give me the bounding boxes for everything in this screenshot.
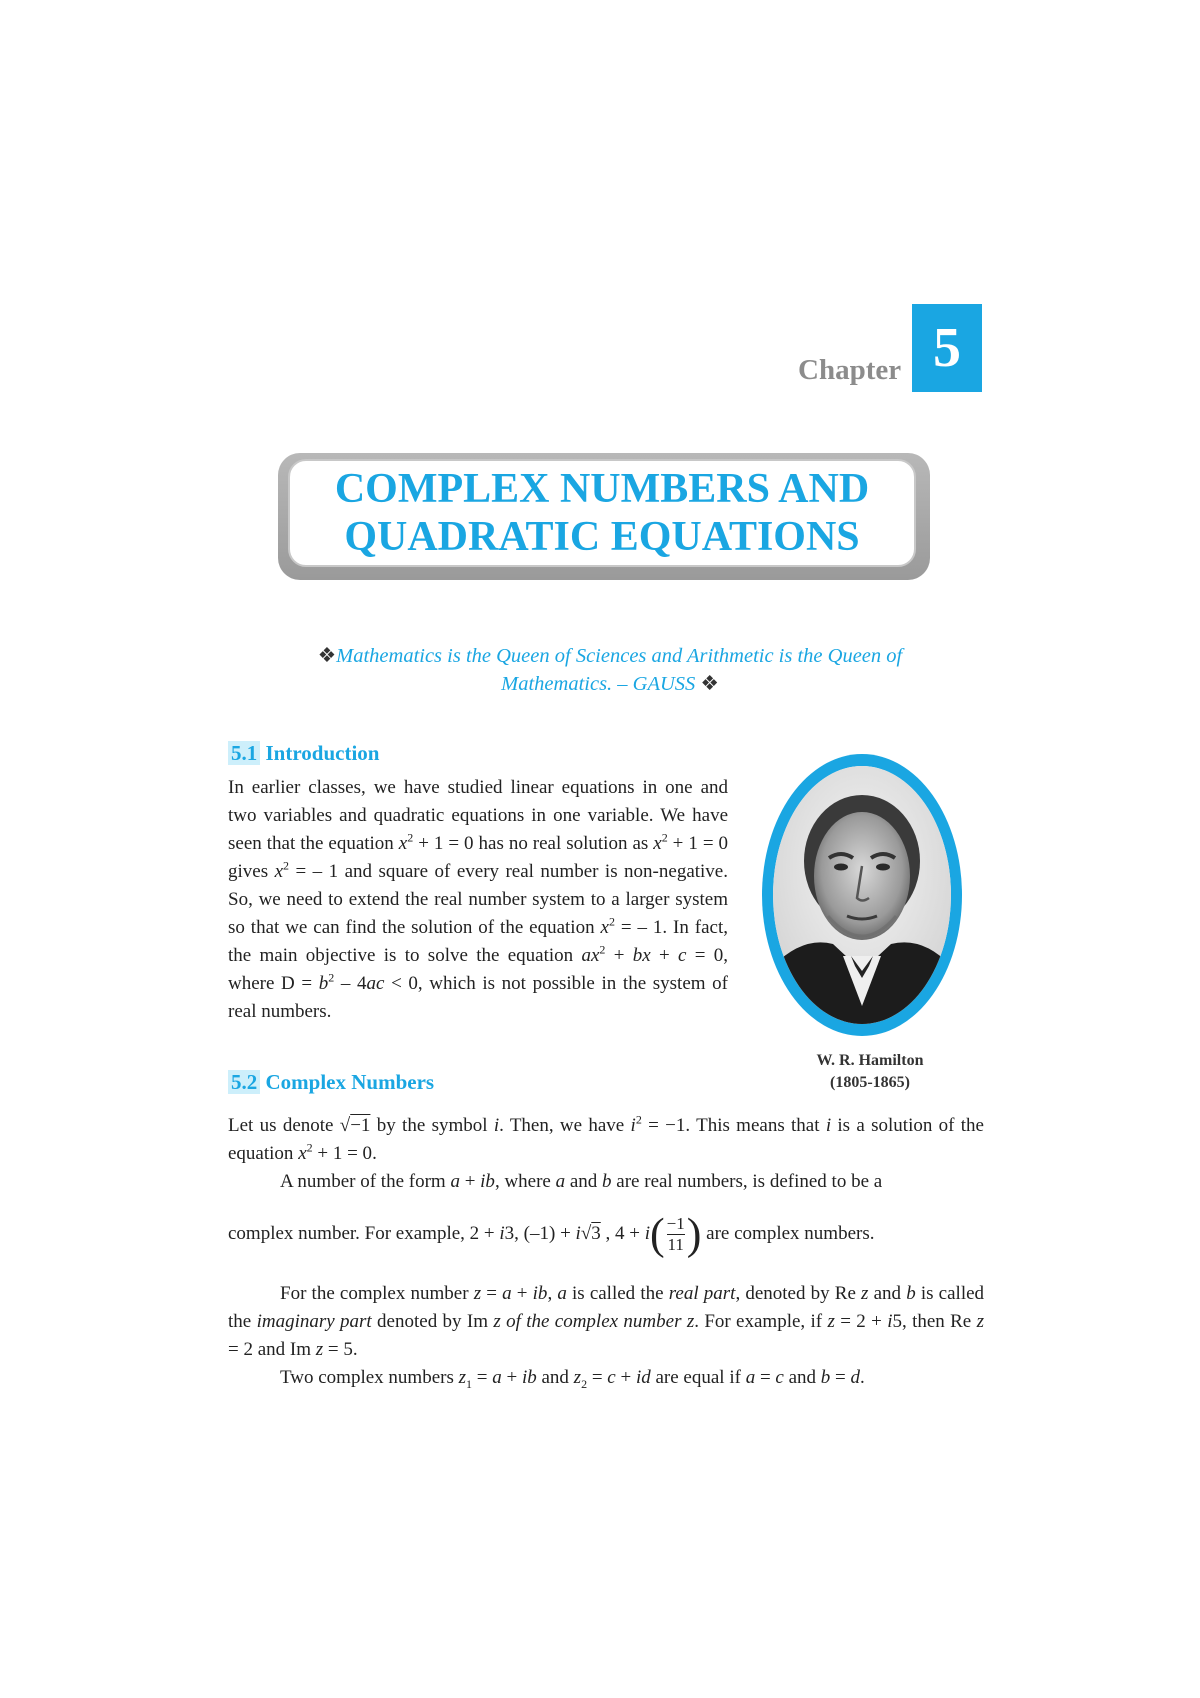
p4-text-8: . For example, if (694, 1311, 828, 1332)
p3-text-1: complex number. For example, 2 + (228, 1223, 500, 1244)
p1-text-2: by the symbol (370, 1115, 494, 1136)
section-number: 5.1 (228, 741, 260, 765)
p3-text-2: 3, (–1) + (504, 1223, 576, 1244)
chapter-title-line-2: QUADRATIC EQUATIONS (344, 514, 860, 560)
portrait-caption (770, 1050, 970, 1094)
p3-text-3: , 4 + (600, 1223, 645, 1244)
portrait-years: (1805-1865) (830, 1074, 910, 1091)
section-heading-introduction (228, 741, 379, 766)
paragraph-examples: complex number. For example, 2 + i3, (–1) + i√3 , 4 + i( $\frac{-1}{11}$ ) are complex numbers. (228, 1209, 875, 1259)
intro-paragraph: In earlier classes, we have studied linear equations in one and two variables and quadratic equations in one variable. We have seen that the equation $x^2 + 1 = 0$ has no real solution as $x^2 + 1 = 0$ gives $x^2$ = – 1 and square of every real number is non-negative. So, we need to extend the real number system to a larger system so that we can find the solution of the equation $x^2$ = – 1. In fact, the main objective is to solve the equation $ax^2$ + bx + c = 0, where $D = b^2 - 4ac < 0$, which is not possible in the system of real numbers. (228, 777, 729, 1022)
p2-text-2: , where (494, 1171, 556, 1192)
epigraph-quote (230, 642, 990, 698)
paragraph-equality: Two complex numbers $z_1 = a$ + ib and $z_2 = c$ + id are equal if a = c and b = d. (280, 1367, 865, 1391)
fraction-numerator: −1 (666, 1214, 685, 1234)
intro-text-2: has no real solution as (473, 833, 654, 854)
fraction-denominator: 11 (667, 1235, 684, 1255)
p1-text-3: . Then, we have (499, 1115, 631, 1136)
intro-text-7: < 0, which is not possible in the system of real numbers. (228, 973, 728, 1022)
p5-text-3: . (860, 1367, 865, 1388)
p4-text-4: and (868, 1283, 907, 1304)
chapter-number: 5 (912, 304, 982, 392)
p4-text-7: of the complex number z (506, 1311, 695, 1332)
section-number: 5.2 (228, 1070, 260, 1094)
p5-text-2: are equal if (650, 1367, 746, 1388)
real-part-term: real part (668, 1283, 736, 1304)
sqrt-minus-one: −1 (350, 1115, 371, 1136)
p5-text-1: Two complex numbers (280, 1367, 459, 1388)
intro-text-6: , where D = (228, 945, 728, 994)
intro-text-3: gives (228, 861, 275, 882)
fraction (667, 1214, 685, 1255)
section-title: Introduction (265, 741, 380, 765)
intro-text-1: In earlier classes, we have studied linear equations in one and two variables and quadratic equations in one variable. We have seen that the equation (228, 777, 728, 854)
portrait-name: W. R. Hamilton (816, 1052, 924, 1069)
paragraph-real-imaginary: For the complex number z = a + ib, a is called the real part, denoted by Re z and b is called the imaginary part denoted by Im z of the complex number z. For example, if z = 2 + i5, then Re z = 2 and Im z = 5. (228, 1283, 985, 1360)
intro-text-4: and square of every real number is non-negative. So, we need to extend the real number system to a larger system so that we can find the solution of the equation (228, 861, 728, 938)
p4-text-5: is called the (228, 1283, 985, 1332)
quote-line-2: Mathematics. – GAUSS (501, 673, 696, 695)
p2-text-3: and (565, 1171, 603, 1192)
p4-text-3: , denoted by Re (735, 1283, 862, 1304)
imaginary-part-term: imaginary part (256, 1311, 372, 1332)
section-title: Complex Numbers (265, 1070, 435, 1094)
p4-text-11: = 5. (323, 1339, 358, 1360)
p4-text-1: For the complex number (280, 1283, 474, 1304)
p1-text-5: is a solution of the equation (228, 1115, 984, 1164)
p2-text-4: are real numbers, is defined to be a (611, 1171, 883, 1192)
ornament-icon: ❖ (317, 645, 337, 667)
p1-text-6: . (372, 1143, 377, 1164)
hamilton-portrait (773, 766, 951, 1024)
p1-text-4: . This means that (685, 1115, 826, 1136)
p4-text-9: , then Re (901, 1311, 977, 1332)
chapter-label: Chapter (798, 354, 902, 386)
p4-text-6: denoted by Im (371, 1311, 494, 1332)
p3-text-4: are complex numbers. (701, 1223, 875, 1244)
p2-text-1: A number of the form (280, 1171, 451, 1192)
paragraph-definition: A number of the form a + ib, where a and b are real numbers, is defined to be a (280, 1171, 883, 1192)
ornament-icon: ❖ (700, 673, 719, 695)
p4-text-10: = 2 and Im (228, 1339, 316, 1360)
intro-text-5: . In fact, the main objective is to solve the equation (228, 917, 728, 966)
p1-text-1: Let us denote (228, 1115, 340, 1136)
paragraph-denote-i: Let us denote √−1 by the symbol i. Then, we have $i^2 = -1$. This means that i is a solution of the equation $x^2 + 1 = 0$. (228, 1112, 984, 1164)
quote-line-1: Mathematics is the Queen of Sciences and Arithmetic is the Queen of (336, 645, 903, 667)
chapter-title (288, 459, 916, 567)
portrait-image (773, 766, 951, 1024)
section-heading-complex-numbers (228, 1070, 434, 1095)
p4-text-2: is called the (566, 1283, 669, 1304)
chapter-title-line-1: COMPLEX NUMBERS AND (334, 466, 870, 512)
